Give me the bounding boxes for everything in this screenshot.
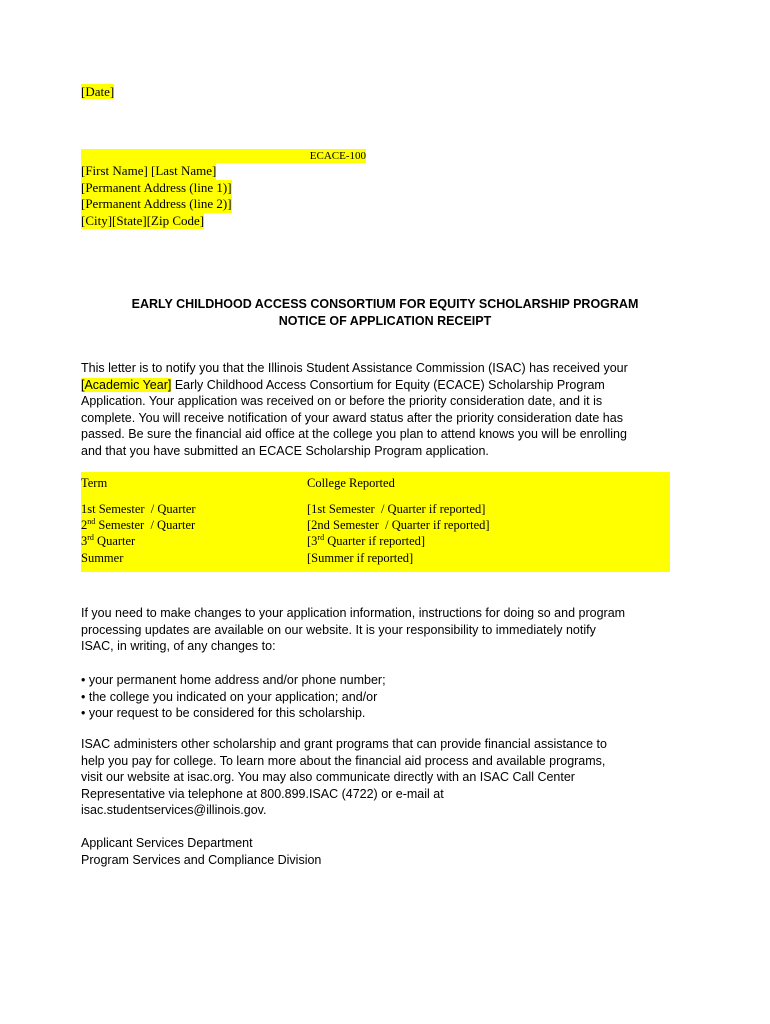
college-header: College Reported (307, 476, 395, 490)
list-item: • your request to be considered for this scholarship. (81, 706, 366, 720)
recipient-address-block (81, 163, 232, 229)
intro-line: and that you have submitted an ECACE Scholarship Program application. (81, 443, 489, 458)
intro-line (81, 377, 691, 394)
more-info-line: visit our website at isac.org. You may also communicate directly with an ISAC Call Center (81, 770, 575, 784)
signature-block (81, 835, 691, 868)
address-line-1: [Permanent Address (line 1)] (81, 179, 232, 195)
address-line-2: [Permanent Address (line 2)] (81, 196, 232, 211)
date-field: [Date] (81, 84, 115, 99)
changes-line: processing updates are available on our website. It is your responsibility to immediately notify (81, 622, 596, 637)
more-info-line: ISAC administers other scholarship and grant programs that can provide financial assistance to (81, 737, 607, 751)
letter-title (0, 296, 770, 329)
more-info-line: Representative via telephone at 800.899.ISAC (4722) or e-mail at (81, 786, 444, 801)
college-cell: [Summer if reported] (307, 550, 414, 565)
term-column (81, 472, 196, 566)
address-city-state-zip: [City][State][Zip Code] (81, 212, 205, 228)
changes-line: If you need to make changes to your application information, instructions for doing so and program (81, 606, 626, 620)
changes-paragraph (81, 605, 691, 655)
changes-bullet-list (81, 672, 691, 722)
more-info-line: isac.studentservices@illinois.gov. (81, 803, 267, 817)
term-cell: 3rd Quarter (81, 533, 136, 549)
division-name: Program Services and Compliance Division (81, 852, 322, 867)
academic-year-placeholder: [Academic Year] (81, 377, 172, 392)
list-item: • your permanent home address and/or phone number; (81, 673, 386, 687)
date-placeholder (81, 84, 114, 100)
intro-line: complete. You will receive notification of your award status after the priority consideration date has (81, 410, 623, 425)
college-column (307, 472, 490, 566)
form-code: ECACE-100 (309, 150, 366, 162)
intro-line: Application. Your application was received on or before the priority consideration date, and it is (81, 394, 603, 408)
intro-paragraph (81, 360, 691, 459)
notice-title: NOTICE OF APPLICATION RECEIPT (278, 313, 492, 328)
college-cell: [1st Semester / Quarter if reported] (307, 502, 486, 516)
term-cell: 1st Semester / Quarter (81, 502, 196, 516)
program-title: EARLY CHILDHOOD ACCESS CONSORTIUM FOR EQUITY SCHOLARSHIP PROGRAM (131, 297, 639, 311)
college-cell: [2nd Semester / Quarter if reported] (307, 518, 490, 533)
list-item: • the college you indicated on your application; and/or (81, 689, 378, 704)
department-name: Applicant Services Department (81, 836, 253, 850)
more-info-line: help you pay for college. To learn more about the financial aid process and available programs, (81, 753, 606, 768)
intro-line: This letter is to notify you that the Illinois Student Assistance Commission (ISAC) has received your (81, 361, 628, 375)
address-name-line: [First Name] [Last Name] (81, 163, 217, 178)
intro-line: passed. Be sure the financial aid office at the college you plan to attend knows you will be enrolling (81, 427, 627, 441)
college-cell: [3rd Quarter if reported] (307, 533, 426, 549)
intro-line-rest: Early Childhood Access Consortium for Equity (ECACE) Scholarship Program (171, 377, 605, 392)
term-cell: 2nd Semester / Quarter (81, 517, 196, 533)
more-info-paragraph (81, 736, 691, 819)
terms-table (81, 472, 670, 572)
term-cell: Summer (81, 550, 124, 565)
changes-line: ISAC, in writing, of any changes to: (81, 639, 276, 653)
form-code-bar (81, 149, 366, 163)
term-header: Term (81, 476, 108, 490)
